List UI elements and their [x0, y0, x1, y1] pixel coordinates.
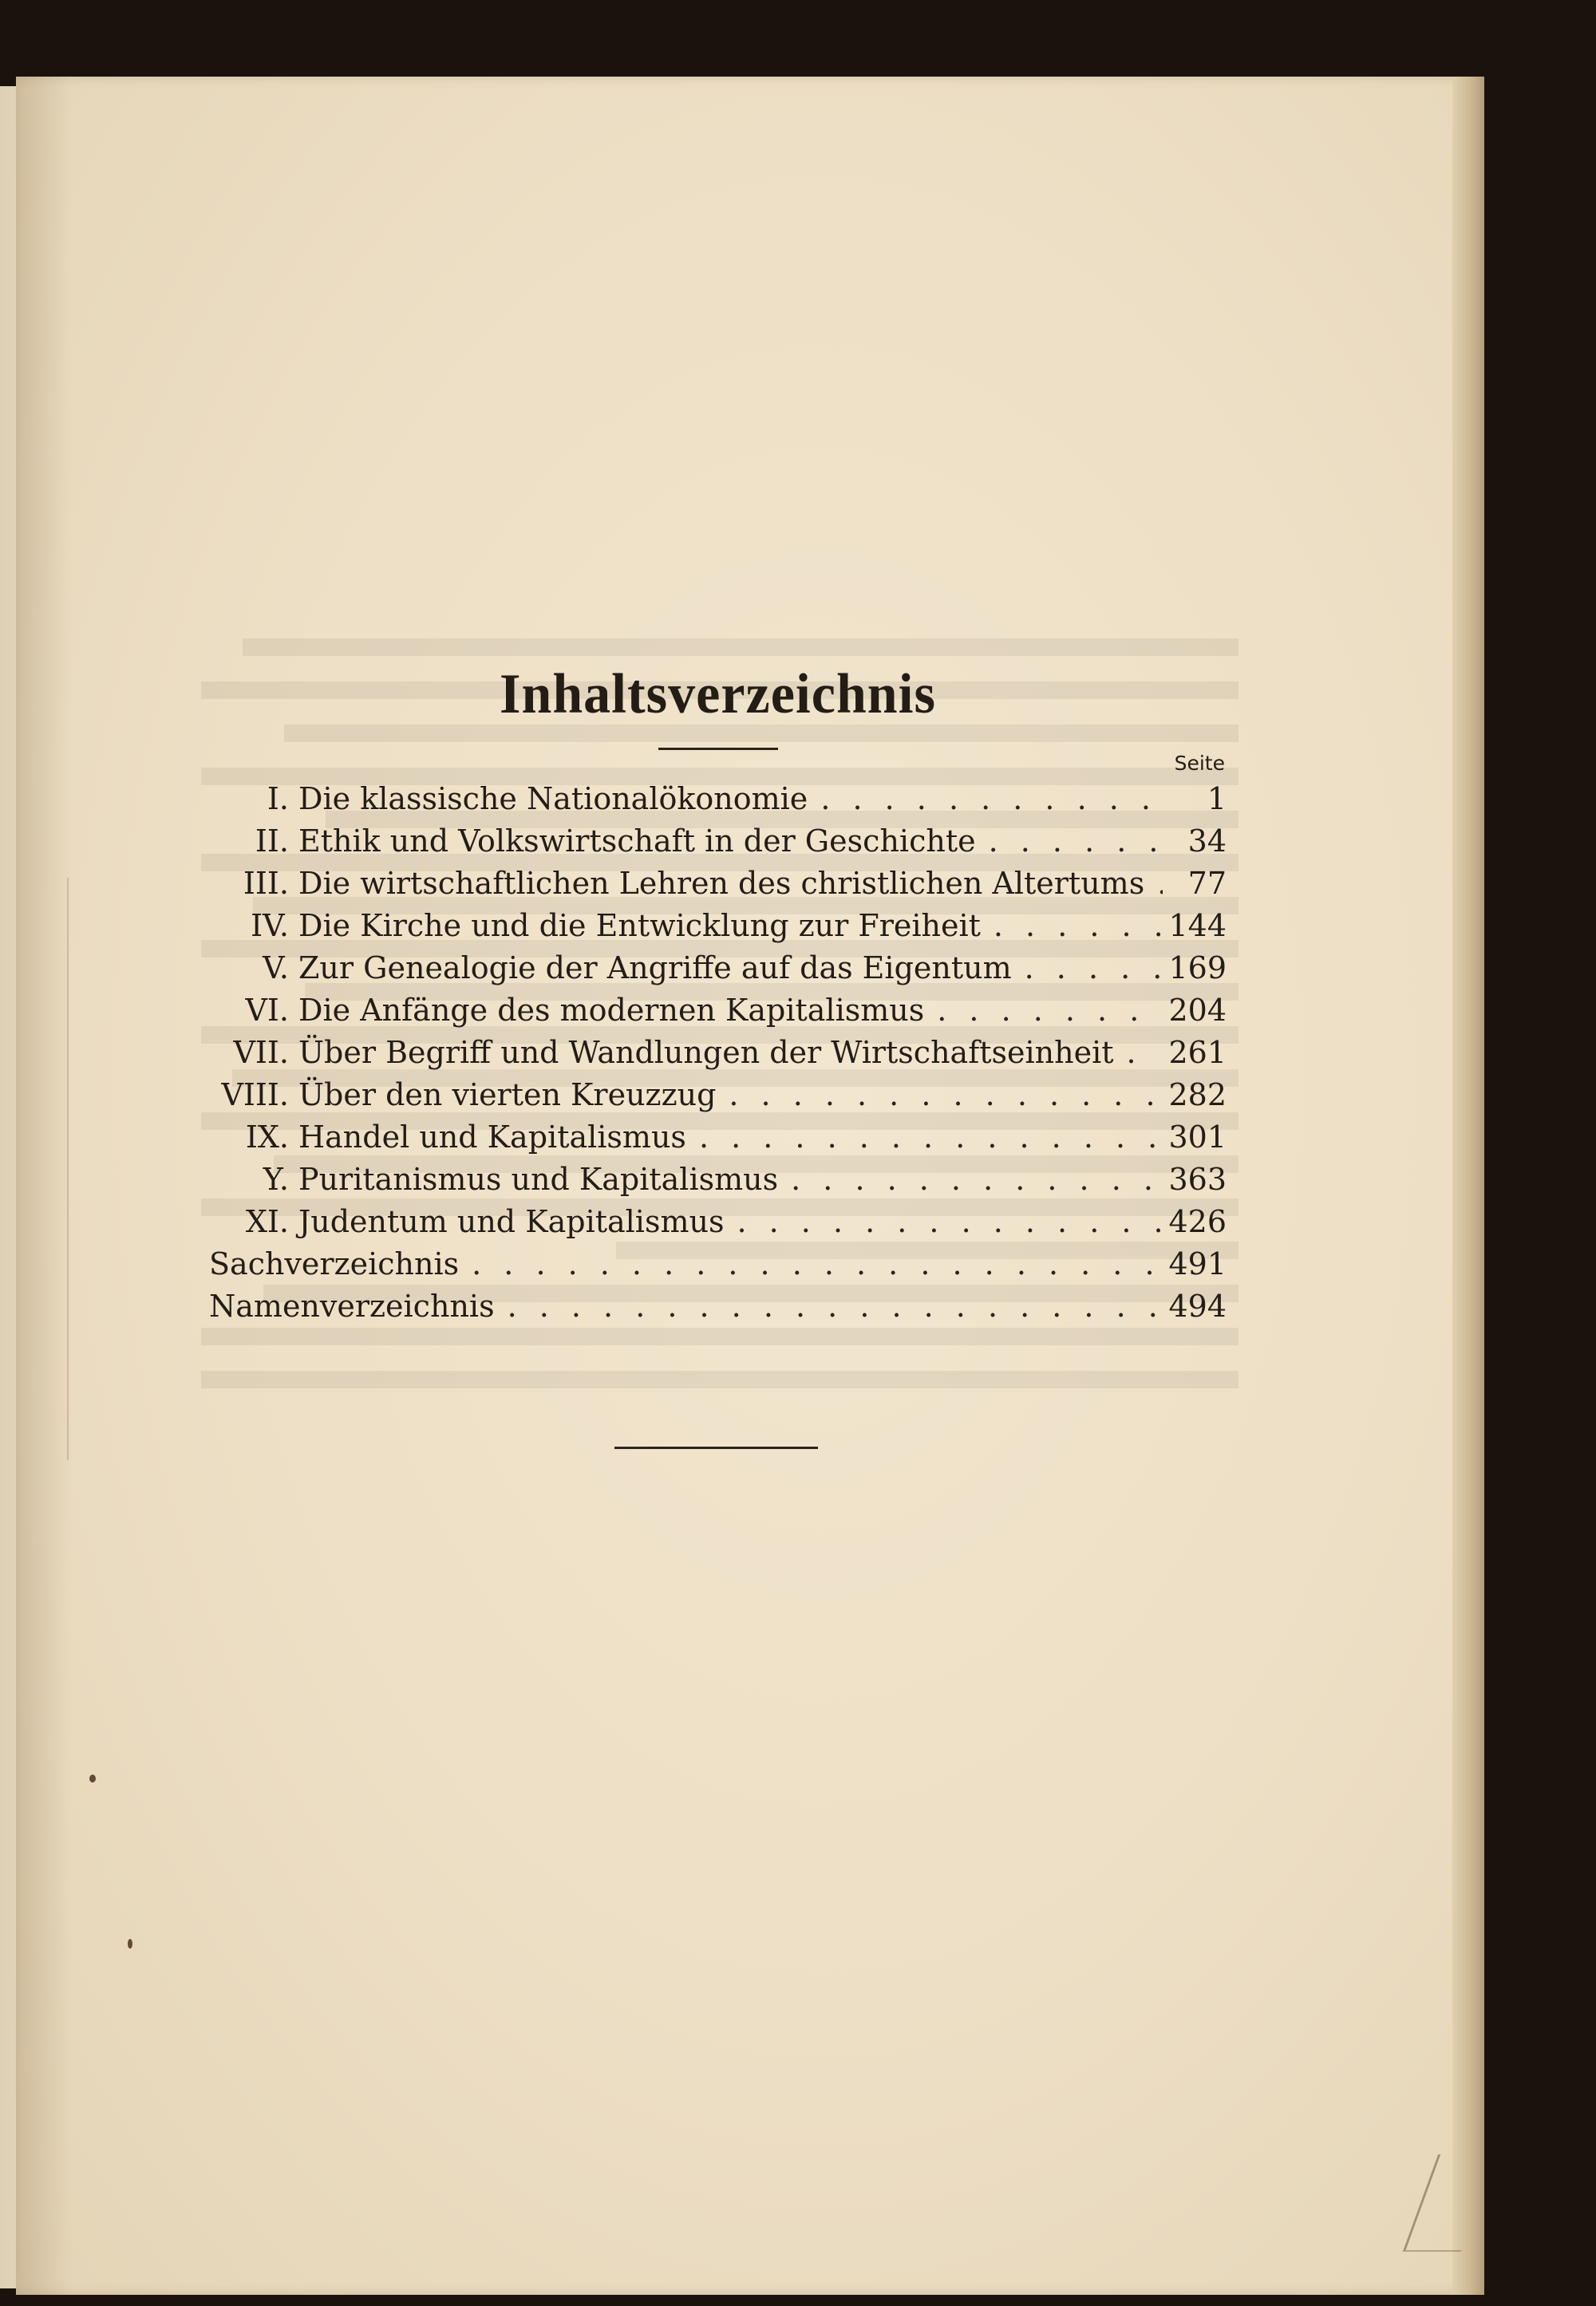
toc-entry [209, 820, 1227, 863]
closing-divider [614, 1447, 818, 1449]
page-number: 301 [1168, 1119, 1227, 1155]
toc-entries [209, 778, 1227, 1328]
toc-title: Inhaltsverzeichnis [500, 661, 936, 725]
leader-dots [1144, 863, 1163, 905]
chapter-title: Die Kirche und die Entwicklung zur Freiheit [298, 908, 981, 943]
chapter-number: VII. [233, 1035, 289, 1070]
table-of-contents [209, 662, 1227, 1328]
gutter-shadow [16, 77, 72, 2295]
chapter-number: IV. [251, 908, 289, 943]
leader-dots [724, 1201, 1160, 1243]
leader-dots [495, 1285, 1161, 1328]
toc-entry-index [209, 1243, 1227, 1285]
chapter-number: IX. [245, 1119, 289, 1155]
chapter-title: Handel und Kapitalismus [298, 1119, 686, 1155]
leader-dots [924, 989, 1160, 1032]
page-number: 494 [1168, 1289, 1227, 1324]
page-column-header: Seite [1174, 752, 1225, 775]
page-number: 261 [1168, 1035, 1227, 1070]
toc-entry [209, 1159, 1227, 1201]
toc-entry [209, 1201, 1227, 1243]
leader-dots [716, 1074, 1160, 1116]
page-number: 1 [1207, 781, 1227, 816]
page-number: 282 [1168, 1077, 1227, 1112]
leader-dots [1114, 1032, 1161, 1074]
fold-mark [67, 878, 69, 1460]
page-number: 426 [1168, 1204, 1227, 1239]
toc-entry [209, 905, 1227, 947]
toc-entry [209, 989, 1227, 1032]
chapter-title: Über Begriff und Wandlungen der Wirtschaftseinheit [298, 1035, 1114, 1070]
leader-dots [808, 778, 1163, 820]
toc-entry-index [209, 1285, 1227, 1328]
toc-entry [209, 947, 1227, 989]
leader-dots [778, 1159, 1160, 1201]
chapter-title: Die Anfänge des modernen Kapitalismus [298, 993, 925, 1028]
chapter-title: Zur Genealogie der Angriffe auf das Eigentum [298, 950, 1012, 985]
toc-entry [209, 1074, 1227, 1116]
leader-dots [976, 820, 1163, 863]
page-number: 169 [1168, 950, 1227, 985]
page-number: 204 [1168, 993, 1227, 1028]
page-edge [1452, 77, 1484, 2295]
page-number: 144 [1168, 908, 1227, 943]
page-number: 77 [1187, 866, 1227, 901]
page-number: 363 [1168, 1162, 1227, 1197]
paper-speck [89, 1775, 96, 1783]
chapter-number: VIII. [221, 1077, 289, 1112]
chapter-title: Die klassische Nationalökonomie [298, 781, 808, 816]
page-number: 34 [1187, 823, 1227, 859]
chapter-number: II. [255, 823, 289, 859]
page-number: 491 [1168, 1246, 1227, 1281]
chapter-title: Puritanismus und Kapitalismus [298, 1162, 779, 1197]
chapter-number: VI. [245, 993, 289, 1028]
chapter-number: V. [263, 950, 289, 985]
leader-dots [981, 905, 1161, 947]
leader-dots [1012, 947, 1161, 989]
index-title: Namenverzeichnis [209, 1289, 495, 1324]
chapter-number: I. [267, 781, 289, 816]
toc-entry [209, 1116, 1227, 1159]
toc-entry [209, 778, 1227, 820]
chapter-number: XI. [245, 1204, 289, 1239]
chapter-number: Y. [263, 1162, 289, 1197]
chapter-title: Judentum und Kapitalismus [298, 1204, 725, 1239]
chapter-number: III. [243, 866, 289, 901]
chapter-title: Ethik und Volkswirtschaft in der Geschichte [298, 823, 976, 859]
title-divider [658, 748, 778, 750]
index-title: Sachverzeichnis [209, 1246, 460, 1281]
leader-dots [686, 1116, 1161, 1159]
chapter-title: Über den vierten Kreuzzug [298, 1077, 717, 1112]
chapter-title: Die wirtschaftlichen Lehren des christlichen Altertums [298, 866, 1145, 901]
toc-entry [209, 863, 1227, 905]
toc-entry [209, 1032, 1227, 1074]
paper-speck [128, 1939, 132, 1949]
leader-dots [459, 1243, 1160, 1285]
